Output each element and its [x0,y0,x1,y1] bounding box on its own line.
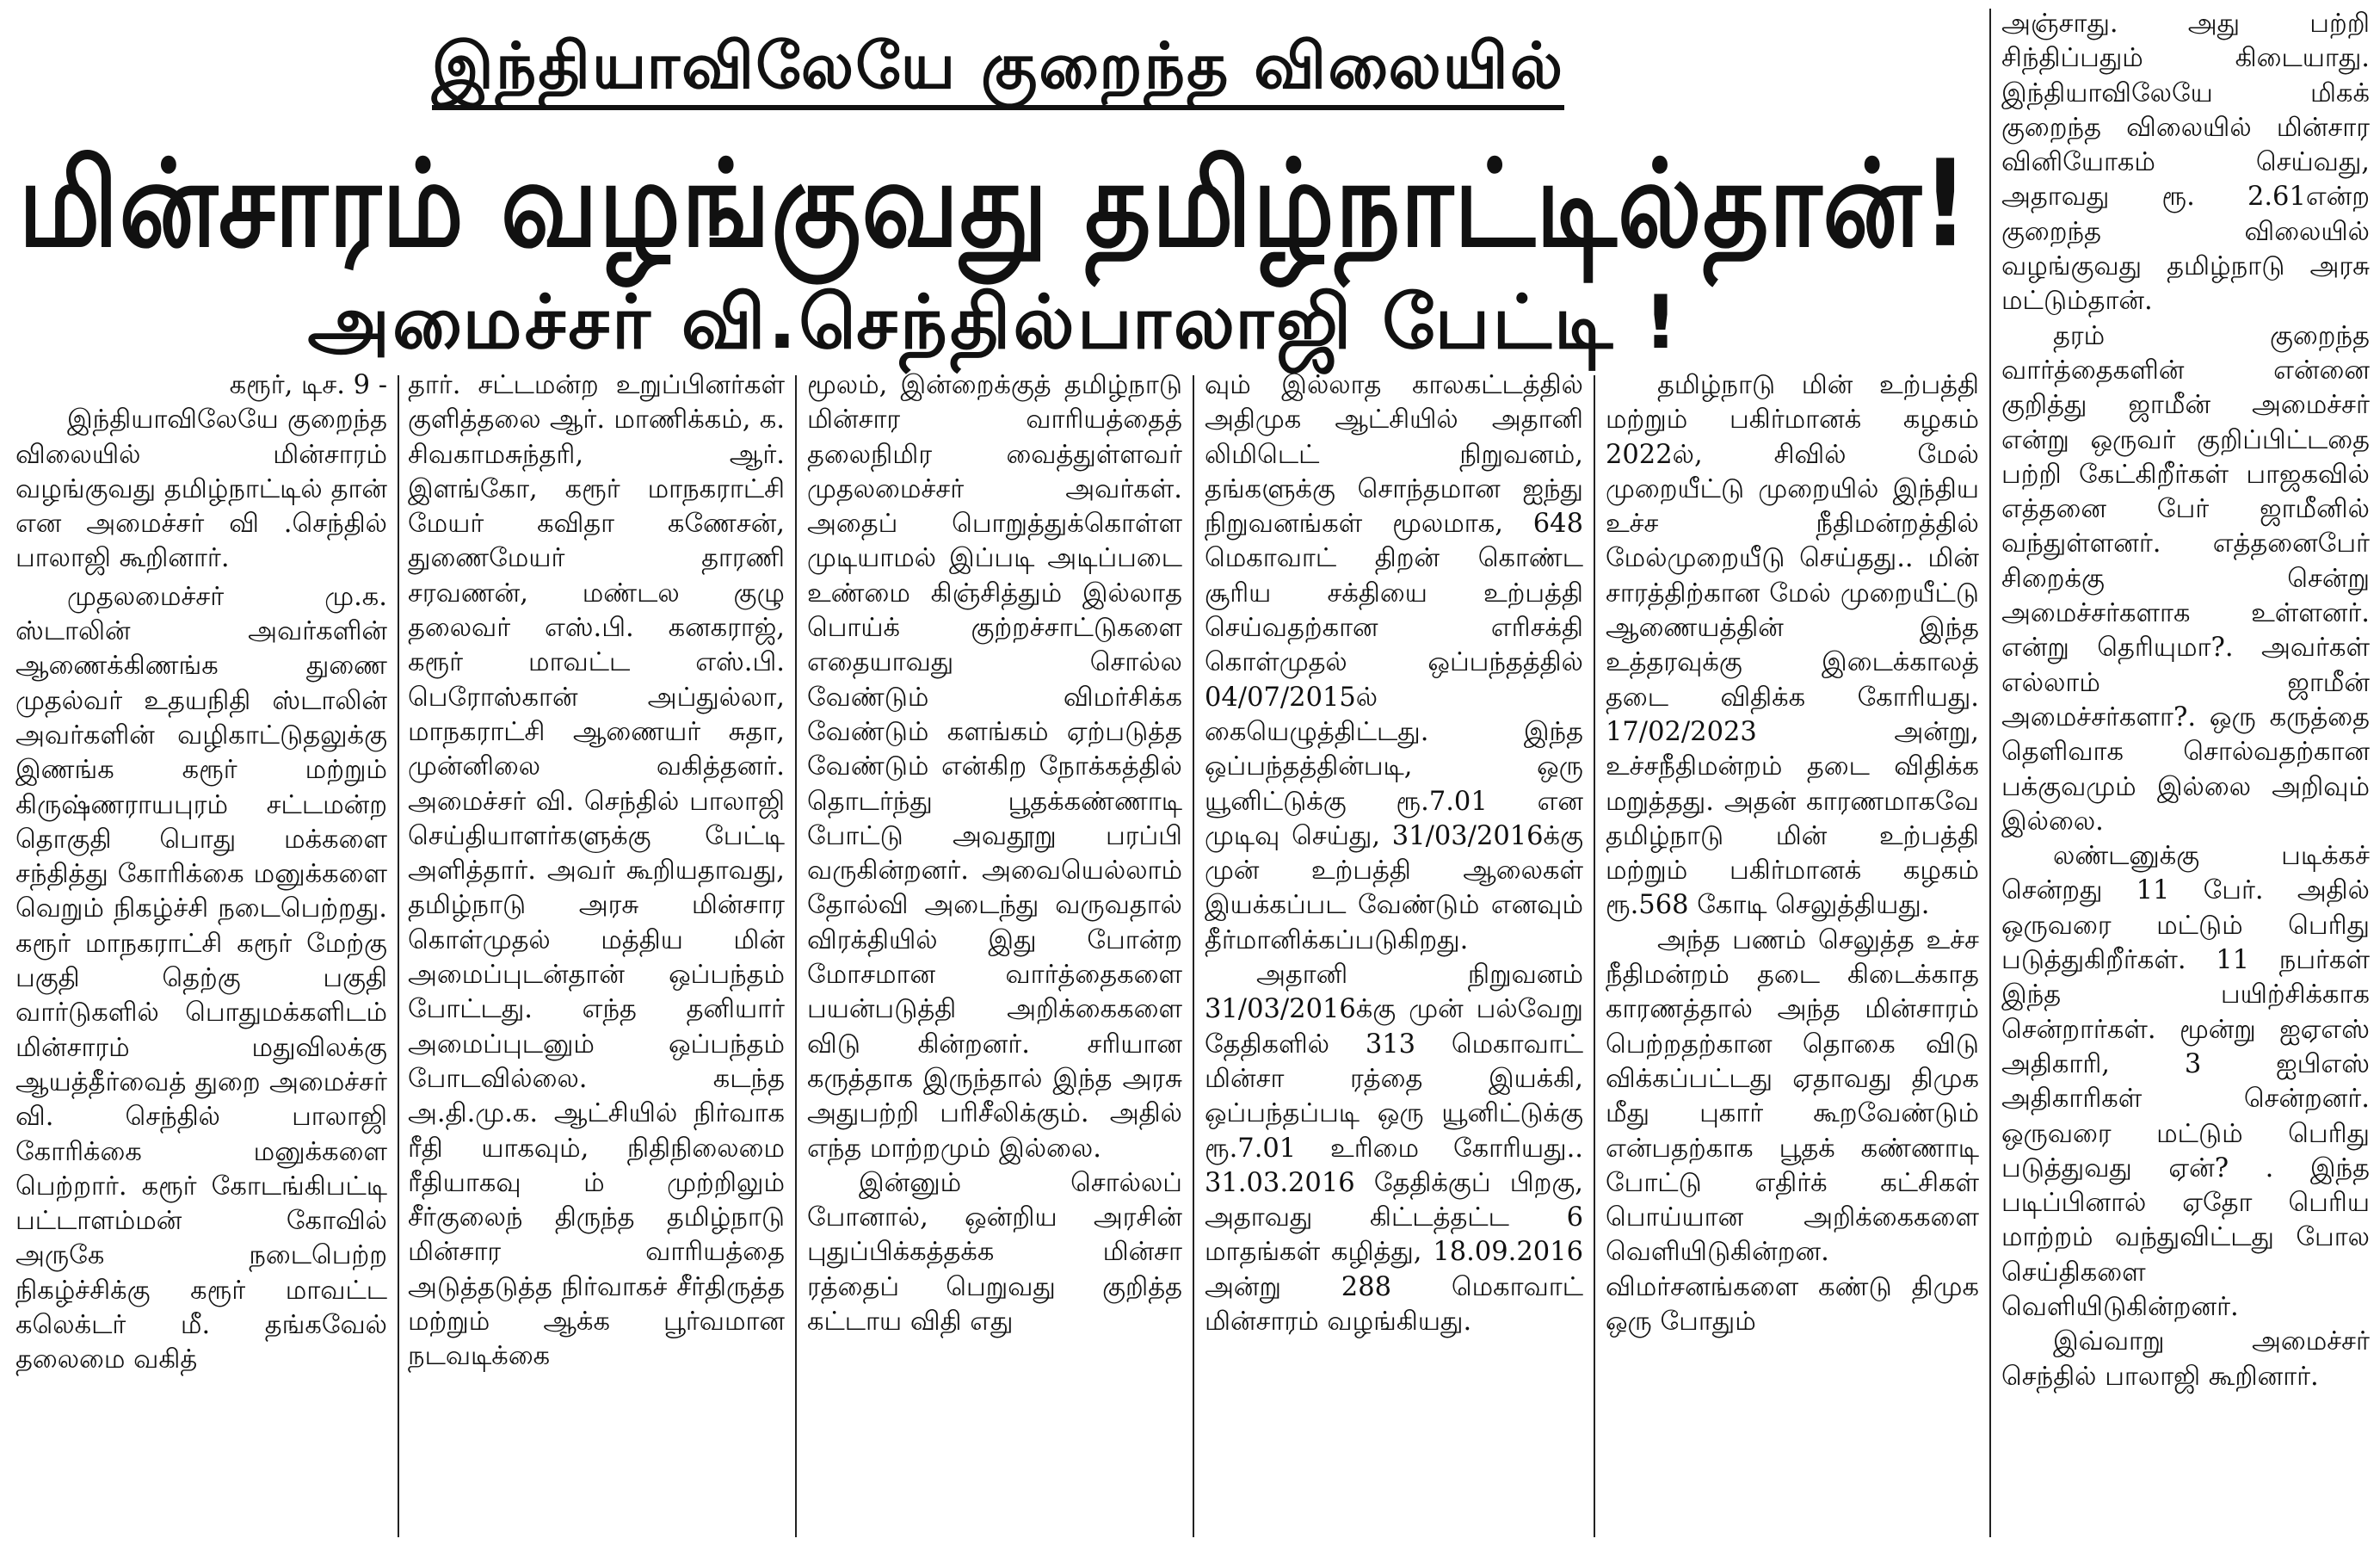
column-divider [1594,375,1595,1537]
article-column-6 [2001,7,2370,1544]
paragraph: தார். சட்டமன்ற உறுப்பினர்கள் குளித்தலை ஆர். மாணிக்கம், க. சிவகாமசுந்தரி, ஆர். இளங்கோ, கரூர் மாநகராட்சி மேயர் கவிதா கணேசன், துணைமேயர் தாரணி சரவணன், மண்டல குழு தலைவர் எஸ்.பி. கனகராஜ், கரூர் மாவட்ட எஸ்.பி. பெரோஸ்கான் அப்துல்லா, மாநகராட்சி ஆணையர் சுதா, முன்னிலை வகித்தனர். அமைச்சர் வி. செந்தில் பாலாஜி செய்தியாளர்களுக்கு பேட்டி அளித்தார். அவர் கூறியதாவது, தமிழ்நாடு அரசு மின்சார கொள்முதல் மத்திய மின் அமைப்புடன்தான் ஒப்பந்தம் போட்டது. எந்த தனியார் அமைப்புடனும் ஒப்பந்தம் போடவில்லை. கடந்த அ.தி.மு.க. ஆட்சியில் நிர்வாக ரீதி யாகவும், நிதிநிலைமை ரீதியாகவு ம் முற்றிலும் சீர்குலைந் திருந்த தமிழ்நாடு மின்சார வாரியத்தை அடுத்தடுத்த நிர்வாகச் சீர்திருத்த மற்றும் ஆக்க பூர்வமான நடவடிக்கை [408,370,785,1372]
paragraph: வும் இல்லாத காலகட்டத்தில் அதிமுக ஆட்சியில் அதானி லிமிடெட் நிறுவனம், தங்களுக்கு சொந்தமான ஐந்து நிறுவனங்கள் மூலமாக, 648 மெகாவாட் திறன் கொண்ட சூரிய சக்தியை உற்பத்தி செய்வதற்கான எரிசக்தி கொள்முதல் ஒப்பந்தத்தில் 04/07/2015ல் கையெழுத்திட்டது. இந்த ஒப்பந்தத்தின்படி, ஒரு யூனிட்டுக்கு ரூ.7.01 என முடிவு செய்து, 31/03/2016க்கு முன் உற்பத்தி ஆலைகள் இயக்கப்பட வேண்டும் எனவும் தீர்மானிக்கப்படுகிறது. [1205,370,1583,955]
article-column-3 [807,368,1182,1544]
article-column-1 [15,368,387,1544]
paragraph: இவ்வாறு அமைச்சர் செந்தில் பாலாஜி கூறினார். [2001,1326,2370,1392]
dateline: கரூர், டிச. 9 - [229,370,387,400]
paragraph: அஞ்சாது. அது பற்றி சிந்திப்பதும் கிடையாது. இந்தியாவிலேயே மிகக் குறைந்த விலையில் மின்சார வினியோகம் செய்வது, அதாவது ரூ. 2.61என்ற குறைந்த விலையில் வழங்குவது தமிழ்நாடு அரசு மட்டும்தான். [2001,9,2370,317]
article-column-4 [1205,368,1583,1544]
paragraph: மூலம், இன்றைக்குத் தமிழ்நாடு மின்சார வாரியத்தைத் தலைநிமிர வைத்துள்ளவர் முதலமைச்சர் அவர்கள். அதைப் பொறுத்துக்கொள்ள முடியாமல் இப்படி அடிப்படை உண்மை கிஞ்சித்தும் இல்லாத பொய்க் குற்றச்சாட்டுகளை எதையாவது சொல்ல வேண்டும் விமர்சிக்க வேண்டும் களங்கம் ஏற்படுத்த வேண்டும் என்கிற நோக்கத்தில் தொடர்ந்து பூதக்கண்ணாடி போட்டு அவதூறு பரப்பி வருகின்றனர். அவையெல்லாம் தோல்வி அடைந்து வருவதால் விரக்தியில் இது போன்ற மோசமான வார்த்தைகளை பயன்படுத்தி அறிக்கைகளை விடு கின்றனர். சரியான கருத்தாக இருந்தால் இந்த அரசு அதுபற்றி பரிசீலிக்கும். அதில் எந்த மாற்றமும் இல்லை. [807,370,1182,1164]
paragraph: அந்த பணம் செலுத்த உச்ச நீதிமன்றம் தடை கிடைக்காத காரணத்தால் அந்த மின்சாரம் பெற்றதற்கான தொகை விடு விக்கப்பட்டது ஏதாவது திமுக மீது புகார் கூறவேண்டும் என்பதற்காக பூதக் கண்ணாடி போட்டு எதிர்க் கட்சிகள் பொய்யான அறிக்கைகளை வெளியிடுகின்றன. விமர்சனங்களை கண்டு திமுக ஒரு போதும் [1606,924,1979,1338]
paragraph: தரம் குறைந்த வார்த்தைகளின் என்னை குறித்து ஜாமீன் அமைச்சர் என்று ஒருவர் குறிப்பிட்டதை பற்றி கேட்கிறீர்கள் பாஜகவில் எத்தனை பேர் ஜாமீனில் வந்துள்ளனர். எத்தனைபேர் சிறைக்கு சென்று அமைச்சர்களாக உள்ளனர். என்று தெரியுமா?. அவர்கள் எல்லாம் ஜாமீன் அமைச்சர்களா?. ஒரு கருத்தை தெளிவாக சொல்வதற்கான பக்குவமும் இல்லை அறிவும் இல்லை. [2001,320,2370,837]
kicker-headline [404,19,1592,114]
article-column-2 [408,368,785,1544]
paragraph: அதானி நிறுவனம் 31/03/2016க்கு முன் பல்வேறு தேதிகளில் 313 மெகாவாட் மின்சா ரத்தை இயக்கி, ஒப்பந்தப்படி ஒரு யூனிட்டுக்கு ரூ.7.01 உரிமை கோரியது.. 31.03.2016 தேதிக்குப் பிறகு, அதாவது கிட்டத்தட்ட 6 மாதங்கள் கழித்து, 18.09.2016 அன்று 288 மெகாவாட் மின்சாரம் வழங்கியது. [1205,960,1583,1338]
column-divider [795,375,797,1537]
paragraph: இன்னும் சொல்லப் போனால், ஒன்றிய அரசின் புதுப்பிக்கத்தக்க மின்சா ரத்தைப் பெறுவது குறித்த கட்டாய விதி எது [807,1167,1182,1338]
kicker-text: இந்தியாவிலேயே குறைந்த விலையில் [432,29,1564,110]
column-divider [1193,375,1194,1537]
paragraph: தமிழ்நாடு மின் உற்பத்தி மற்றும் பகிர்மானக் கழகம் 2022ல், சிவில் மேல் முறையீட்டு முறையில் இந்திய உச்ச நீதிமன்றத்தில் மேல்முறையீடு செய்தது.. மின் சாரத்திற்கான மேல் முறையீட்டு ஆணையத்தின் இந்த உத்தரவுக்கு இடைக்காலத் தடை விதிக்க கோரியது. 17/02/2023 அன்று, உச்சநீதிமன்றம் தடை விதிக்க மறுத்தது. அதன் காரணமாகவே தமிழ்நாடு மின் உற்பத்தி மற்றும் பகிர்மானக் கழகம் ரூ.568 கோடி செலுத்தியது. [1606,370,1979,921]
subheadline: அமைச்சர் வி.செந்தில்பாலாஜி பேட்டி ! [307,280,1680,366]
column-divider [1989,9,1991,1537]
article-column-5 [1606,368,1979,1544]
column-divider [398,375,399,1537]
paragraph: இந்தியாவிலேயே குறைந்த விலையில் மின்சாரம் வழங்குவது தமிழ்நாட்டில் தான் என அமைச்சர் வி .செந்தில் பாலாஜி கூறினார். [15,405,387,574]
paragraph: முதலமைச்சர் மு.க. ஸ்டாலின் அவர்களின் ஆணைக்கிணங்க துணை முதல்வர் உதயநிதி ஸ்டாலின் அவர்களின் வழிகாட்டுதலுக்கு இணங்க கரூர் மற்றும் கிருஷ்ணராயபுரம் சட்டமன்ற தொகுதி பொது மக்களை சந்தித்து கோரிக்கை மனுக்களை வெறும் நிகழ்ச்சி நடைபெற்றது. கரூர் மாநகராட்சி கரூர் மேற்கு பகுதி தெற்கு பகுதி வார்டுகளில் பொதுமக்களிடம் மின்சாரம் மதுவிலக்கு ஆயத்தீர்வைத் துறை அமைச்சர் வி. செந்தில் பாலாஜி கோரிக்கை மனுக்களை பெற்றார். கரூர் கோடங்கிபட்டி பட்டாளம்மன் கோவில் அருகே நடைபெற்ற நிகழ்ச்சிக்கு கரூர் மாவட்ட கலெக்டர் மீ. தங்கவேல் தலைமை வகித் [15,581,387,1375]
main-headline: மின்சாரம் வழங்குவது தமிழ்நாட்டில்தான்! [18,133,1970,274]
paragraph: லண்டனுக்கு படிக்கச் சென்றது 11 பேர். அதில் ஒருவரை மட்டும் பெரிது படுத்துகிறீர்கள். 11 நபர்கள் இந்த பயிற்சிக்காக சென்றார்கள். மூன்று ஐஏஎஸ் அதிகாரி, 3 ஐபிஎஸ் அதிகாரிகள் சென்றனர். ஒருவரை மட்டும் பெரிது படுத்துவது ஏன்? . இந்த படிப்பினால் ஏதோ பெரிய மாற்றம் வந்துவிட்டது போல செய்திகளை வெளியிடுகின்றனர். [2001,841,2370,1322]
